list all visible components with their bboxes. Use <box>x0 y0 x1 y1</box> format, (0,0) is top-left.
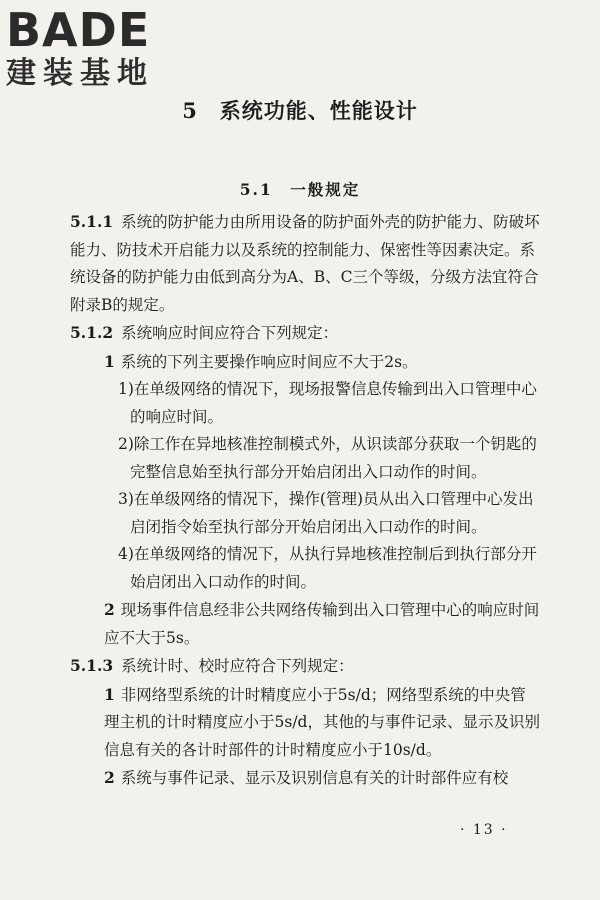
clause-item <box>70 348 540 377</box>
clause-5-1-1 <box>70 208 540 319</box>
clause-item <box>70 596 540 652</box>
sub-item: 3)在单级网络的情况下，操作(管理)员从出入口管理中心发出启闭指令始至执行部分开始启闭出入口动作的时间。 <box>118 490 534 536</box>
clause-number: 5.1.3 <box>70 656 114 675</box>
document-body <box>70 208 540 793</box>
logo-mark: BADE <box>6 3 151 57</box>
sub-item: 2)除工作在异地核准控制模式外，从识读部分获取一个钥匙的完整信息始至执行部分开始启闭出入口动作的时间。 <box>118 435 537 481</box>
clause-text: 系统响应时间应符合下列规定： <box>121 324 339 342</box>
clause-text: 系统计时、校时应符合下列规定： <box>121 657 354 675</box>
clause-5-1-3 <box>70 652 540 681</box>
clause-text: 系统的防护能力由所用设备的防护面外壳的防护能力、防破坏能力、防技术开启能力以及系统的控制能力、保密性等因素决定。系统设备的防护能力由低到高分为A、B、C三个等级，分级方法宜符合附录B的规定。 <box>70 213 540 314</box>
page-number: · 13 · <box>460 822 508 838</box>
sub-item: 4)在单级网络的情况下，从执行异地核准控制后到执行部分开始启闭出入口动作的时间。 <box>118 545 537 591</box>
logo-subtitle: 建装基地 <box>6 56 154 91</box>
item-number: 2 <box>104 768 115 787</box>
item-number: 1 <box>104 684 115 704</box>
clause-5-1-2 <box>70 319 540 348</box>
clause-item <box>70 681 540 765</box>
item-text: 系统与事件记录、显示及识别信息有关的计时部件应有校 <box>120 769 509 787</box>
clause-item <box>70 764 540 793</box>
clause-number: 5.1.2 <box>70 323 114 342</box>
clause-number: 5.1.1 <box>70 212 114 231</box>
chapter-title: 5 系统功能、性能设计 <box>182 98 418 123</box>
section-title: 5.1 一般规定 <box>239 180 361 199</box>
item-number: 1 <box>104 351 115 371</box>
item-number: 2 <box>104 600 115 619</box>
sub-item: 1)在单级网络的情况下，现场报警信息传输到出入口管理中心的响应时间。 <box>118 380 537 426</box>
bade-logo <box>6 4 154 92</box>
item-text: 现场事件信息经非公共网络传输到出入口管理中心的响应时间应不大于5s。 <box>104 601 540 647</box>
item-text: 系统的下列主要操作响应时间应不大于2s。 <box>120 352 418 371</box>
item-text: 非网络型系统的计时精度应小于5s/d；网络型系统的中央管理主机的计时精度应小于5s/d，其他的与事件记录、显示及识别信息有关的各计时部件的计时精度应小于10s/d。 <box>104 685 540 759</box>
